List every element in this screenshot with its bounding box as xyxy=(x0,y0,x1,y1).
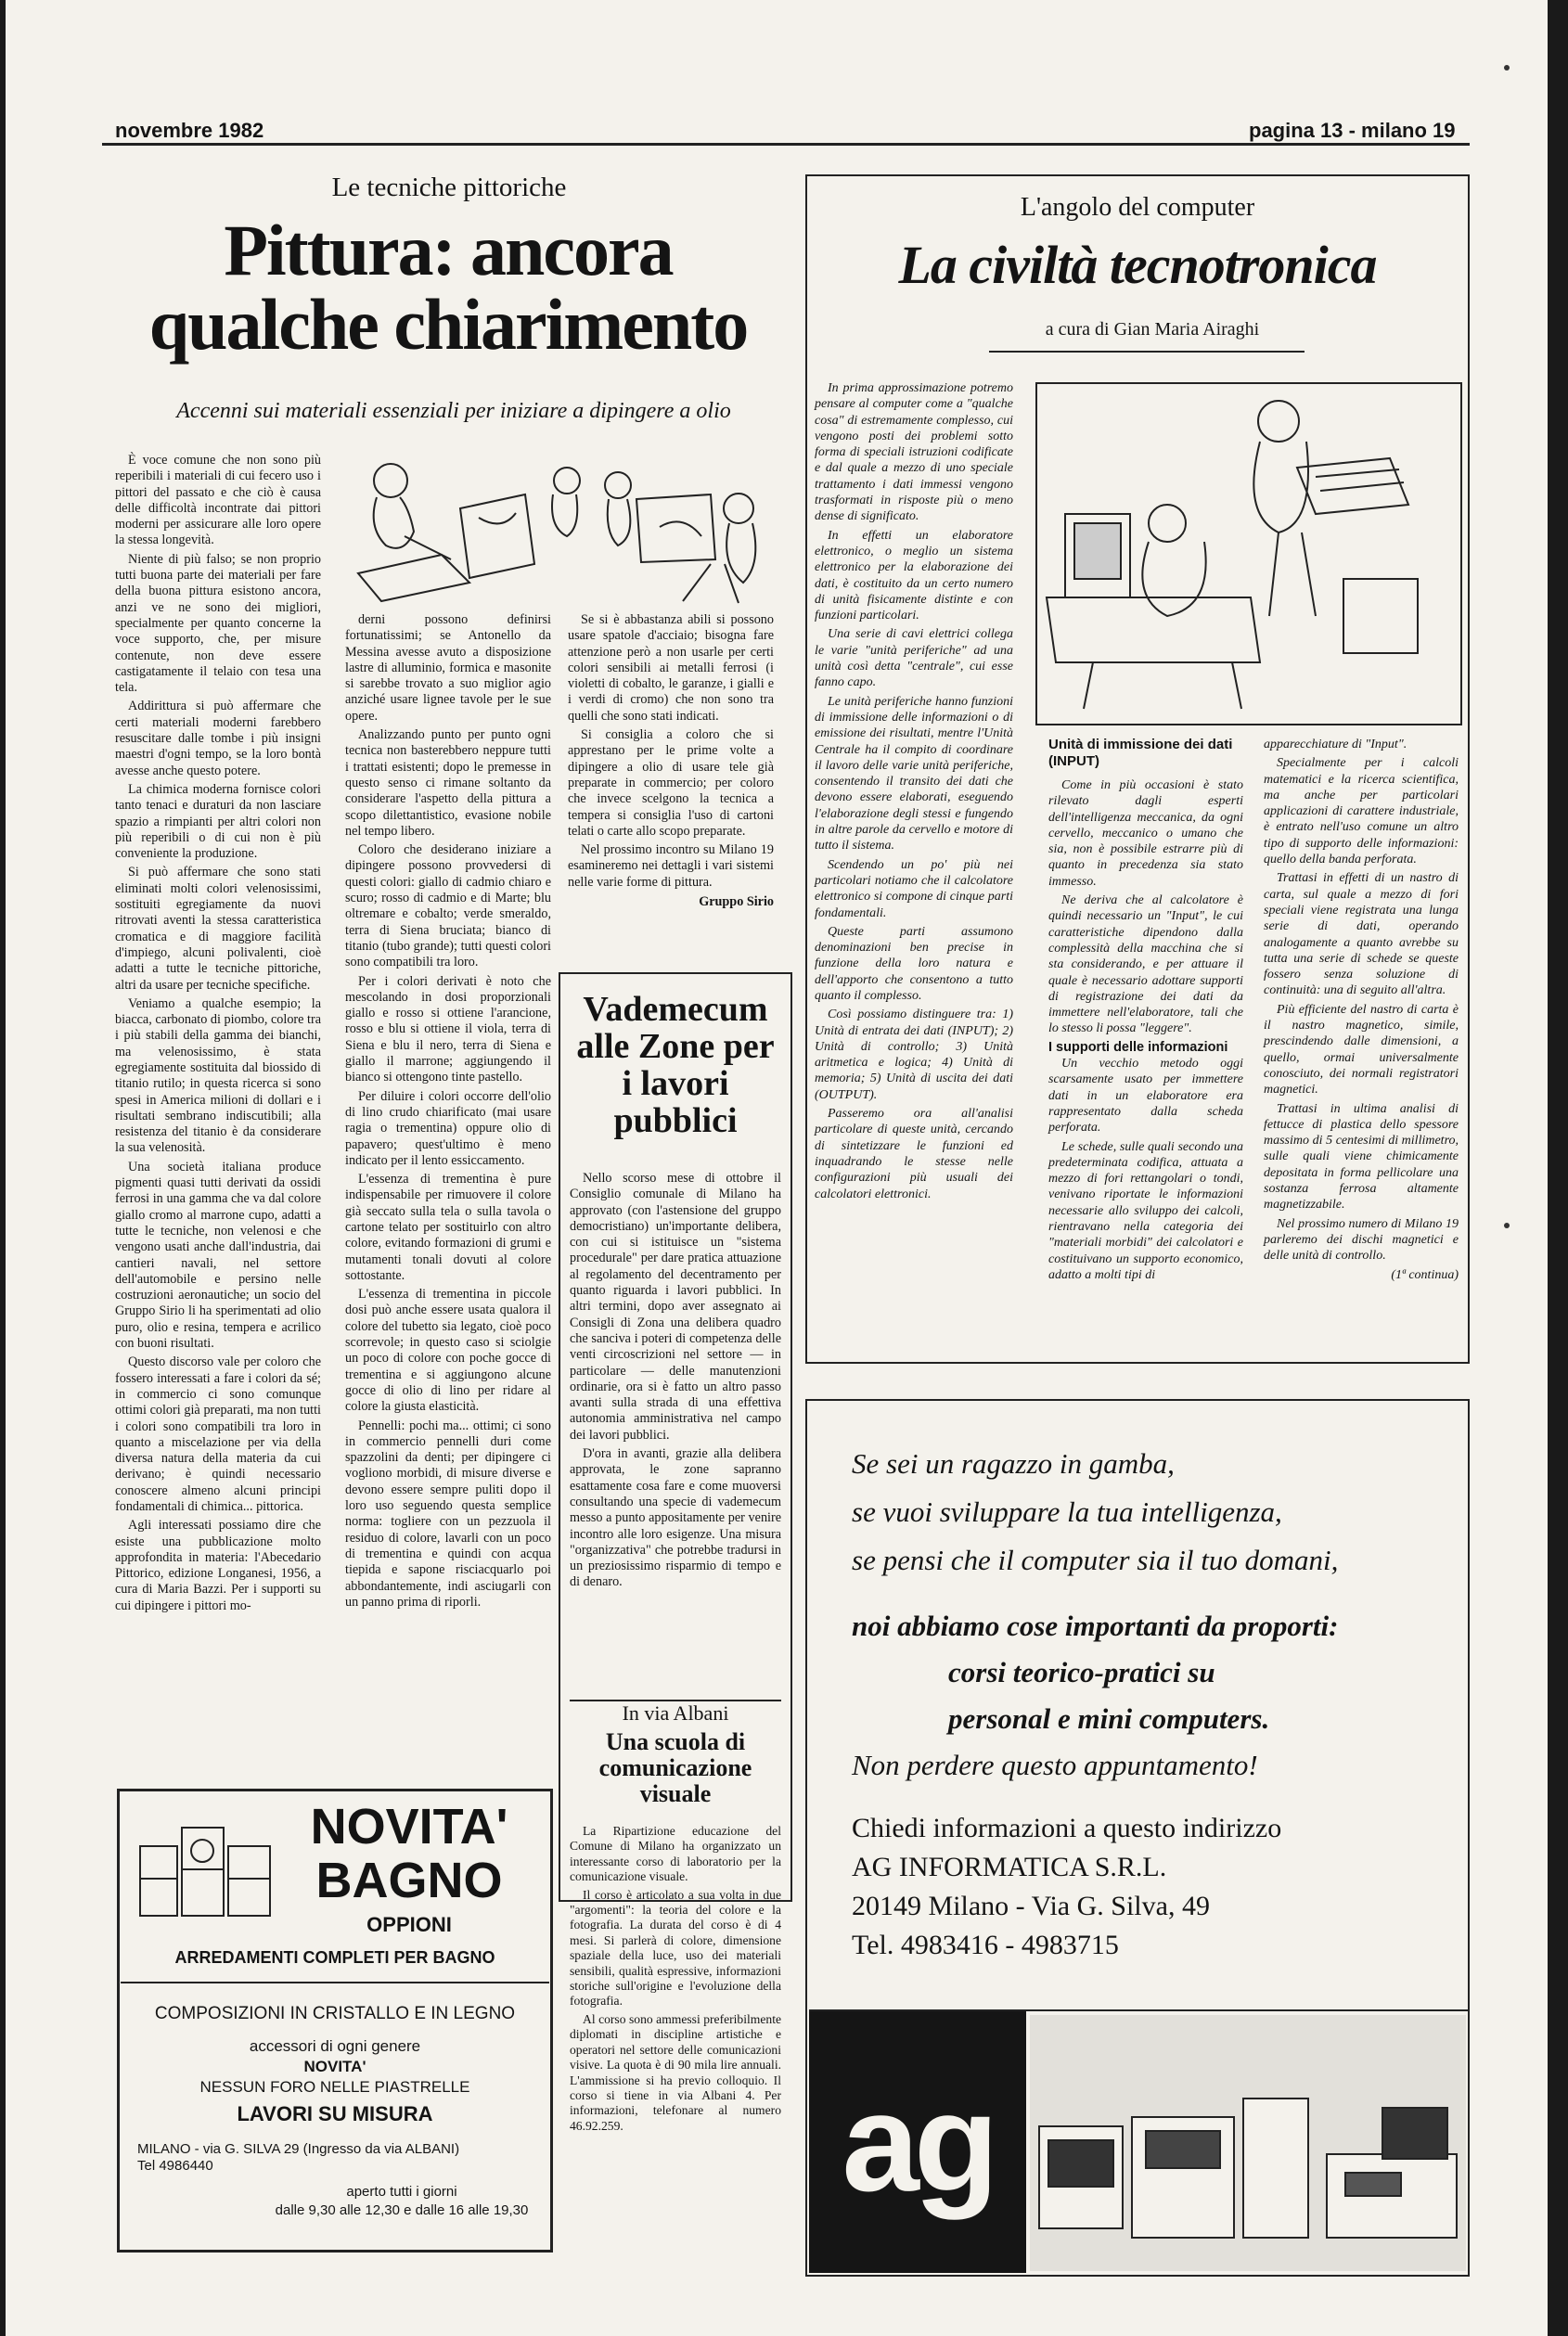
punch-hole xyxy=(1504,65,1510,71)
bathroom-ad-hours2: dalle 9,30 alle 12,30 e dalle 16 alle 19,30 xyxy=(275,2202,529,2218)
paragraph: Al corso sono ammessi preferibilmente diplomati in discipline artistiche e operatori nel settore delle comunicazioni visive. La quota è di 90 mila lire annuali. L'ammissione si ha previo colloquio. Il corso si tiene in via Albani 4. Per informazioni, telefonare al numero 46.92.259. xyxy=(570,2011,781,2133)
paragraph: Le schede, sulle quali secondo una predeterminata codifica, attuata a mezzo di fori rettangolari o tondi, venivano riportate le informazioni necessarie allo sviluppo dei calcoli, rientravano nella categoria dei "materiali morbidi" dei calcolatori e costituivano un supporto economico, adatto a molti tipi di xyxy=(1048,1139,1243,1282)
ag-ad-computer-photo xyxy=(1030,2015,1466,2271)
paragraph: Le unità periferiche hanno funzioni di immissione delle informazioni o di emissione dei risultati, mentre l'Unità Centrale ha il compito di coordinare il lavoro delle varie unità periferiche, consentendo il transito dei dati che devono essere elaborati, eseguendo l'elaborazione degli stessi e fungendo in altre parole da cervello e motore di tutto il sistema. xyxy=(815,694,1013,854)
paragraph: Pennelli: pochi ma... ottimi; ci sono in commercio pennelli duri come spazzolini da denti; per dipingere ci vogliono morbidi, di misure diverse e devono essere sempre puliti dopo il loro uso seguendo questa semplice norma: togliere con un pezzuola il residuo di colore, lavarli con un poco di trementina e quindi con acqua tiepida e sapone risciacquarlo poi abbondantemente, indi asciugarli con un panno prima di riporli. xyxy=(345,1418,551,1610)
painting-title-line1: Pittura: ancora xyxy=(224,210,673,290)
painting-title xyxy=(109,210,787,365)
paragraph: Un vecchio metodo oggi scarsamente usato per immettere dati in un elaboratore era rappresentato dalla scheda perforata. xyxy=(1048,1057,1243,1136)
ag-ad-contact-line1: Chiedi informazioni a questo indirizzo xyxy=(852,1813,1282,1843)
paragraph: Si può affermare che sono stati eliminati molti colori velenosissimi, sostituiti egregiamente da nuovi ritrovati aventi la stessa caratteristica cromatica e di maggiore facilità d'impiego, alcuni polivalenti, cioè adatti a tutte le tecniche pittoriche, altri da usare per tecniche specifiche. xyxy=(115,865,321,993)
vademecum-body xyxy=(570,1171,781,1594)
albani-body xyxy=(570,1824,781,2137)
ag-ad-line5: corsi teorico-pratici su xyxy=(948,1656,1215,1688)
ag-ad-line6: personal e mini computers. xyxy=(948,1702,1270,1735)
computer-kicker: L'angolo del computer xyxy=(1020,193,1255,222)
ag-ad-offer xyxy=(852,1603,1455,1789)
bathroom-ad-line3: accessori di ogni genere xyxy=(249,2037,421,2055)
ag-logo: ag xyxy=(809,2011,1026,2273)
bathroom-ad-title-2: BAGNO xyxy=(315,1853,503,1908)
albani-kicker: In via Albani xyxy=(622,1701,729,1725)
bathroom-ad-divider xyxy=(121,1982,549,1983)
bathroom-ad-line1: ARREDAMENTI COMPLETI PER BAGNO xyxy=(174,1948,495,1967)
paragraph: Specialmente per i calcoli matematici e la ricerca scientifica, ma anche per particolari applicazioni di carattere industriale, è entrato nell'uso comune un altro tipo di supporto delle informazioni: quello della banda perforata. xyxy=(1264,756,1459,867)
bathroom-ad-hours1: aperto tutti i giorni xyxy=(346,2184,457,2200)
painting-column-1 xyxy=(115,453,321,1617)
paragraph: Per diluire i colori occorre dell'olio di lino crudo chiarificato (mai usare ragia o trementina) oppure olio di papavero; quest'ultimo è meno indicato per il lento essiccamento. xyxy=(345,1088,551,1168)
paragraph: Si consiglia a coloro che si apprestano per le prime volte a dipingere a olio di usare tele già preparate in commercio; per coloro che invece scelgono la tecnica a tempera si consiglia l'uso di cartoni telati o carte allo scopo preparate. xyxy=(568,727,774,839)
ag-ad-line3: se pensi che il computer sia il tuo domani, xyxy=(852,1544,1339,1576)
painting-kicker: Le tecniche pittoriche xyxy=(331,173,567,202)
bathroom-ad-line2: COMPOSIZIONI IN CRISTALLO E IN LEGNO xyxy=(154,2004,516,2023)
bathroom-ad-title xyxy=(284,1800,534,1907)
computer-subhead-input: Unità di immissione dei dati (INPUT) xyxy=(1048,737,1233,769)
paragraph: Se si è abbastanza abili si possono usare spatole d'acciaio; bisogna fare attenzione però a non usarle per certi colori sensibili ai metalli ferrosi (i violetti di cobalto, le garanze, i gialli e i verdi di cromo) che non sono tra quelli che sono stati indicati. xyxy=(568,612,774,724)
painters-illustration xyxy=(340,443,766,610)
computer-byline: a cura di Gian Maria Airaghi xyxy=(1045,319,1260,340)
computer-right-column xyxy=(1264,737,1459,1283)
paragraph: Come in più occasioni è stato rilevato dagli esperti dell'intelligenza meccanica, da ogni cervello, meccanico o umano che sia, non è possibile estrarre più di quanto in precedenza sia stato immesso. xyxy=(1048,778,1243,889)
painting-title-line2: qualche chiarimento xyxy=(148,284,748,365)
header-page-number: pagina 13 - milano 19 xyxy=(1249,119,1456,142)
bathroom-furniture-drawing xyxy=(135,1818,275,1920)
paragraph: La chimica moderna fornisce colori tanto tenaci e duraturi da non lasciare spazio a rimpianti per altri colori non più reperibili o di cui non è più conveniente la produzione. xyxy=(115,781,321,862)
ag-ad-contact xyxy=(852,1809,1455,1965)
paragraph: Trattasi in ultima analisi di fettucce di plastica dello spessore massimo di 5 centesimi di millimetro, sulle quali viene chimicamente depositata in forma pellicolare una sostanza ferrosa altamente magnetizzabile. xyxy=(1264,1101,1459,1213)
paragraph: La Ripartizione educazione del Comune di Milano ha organizzato un interessante corso di laboratorio per la comunicazione visuale. xyxy=(570,1824,781,1884)
bathroom-ad-line4: NOVITA' xyxy=(303,2058,366,2075)
paragraph: D'ora in avanti, grazie alla delibera approvata, le zone sapranno esattamente cosa fare e come muoversi consultando una specie di vademecum messo a punto appositamente per venire incontro alle loro esigenze. Una misura "organizzativa" che potrebbe tradursi in un preziosissimo risparmio di tempo e di denaro. xyxy=(570,1446,781,1590)
albani-title: Una scuola di comunicazione visuale xyxy=(598,1728,752,1807)
ag-ad-pitch xyxy=(852,1440,1455,1585)
computer-subhead-supports: I supporti delle informazioni xyxy=(1048,1039,1228,1055)
computer-continued-note: (1ª continua) xyxy=(1391,1267,1459,1282)
computer-operators-illustration xyxy=(1035,382,1462,725)
paragraph: Nello scorso mese di ottobre il Consiglio comunale di Milano ha approvato (con l'astensione del gruppo democristiano) un'importante delibera, con cui si istituisce un "sistema procedurale" per dare pratica attuazione al regolamento del decentramento per quanto riguarda i lavori pubblici. In altri termini, dopo aver assegnato ai Consigli di Zona una delibera quadro che sanciva i poteri di competenza delle venti circoscrizioni nel settore — in particolare — delle manutenzioni ordinarie, ora si è fatto un altro passo avanti sulla strada di una effettiva autonomia amministrativa nel campo dei lavori pubblici. xyxy=(570,1171,781,1443)
paragraph: Per i colori derivati è noto che mescolando in dosi proporzionali giallo e rosso si ottiene l'arancione, rosso e blu si ottiene il viola, terra di Siena e blu il nero, terra di Siena e giallo il marrone; aggiungendo il bianco si ottengono tinte pastello. xyxy=(345,973,551,1085)
paragraph: Nel prossimo numero di Milano 19 parleremo dei dischi magnetici e delle unità di controllo. xyxy=(1264,1216,1459,1264)
painting-subtitle: Accenni sui materiali essenziali per iniziare a dipingere a olio xyxy=(176,399,731,423)
paragraph: Nel prossimo incontro su Milano 19 esamineremo nei dettagli i vari sistemi nelle varie forme di pittura. xyxy=(568,842,774,890)
bathroom-ad-line5: NESSUN FORO NELLE PIASTRELLE xyxy=(199,2078,470,2096)
paragraph: Più efficiente del nastro di carta è il nastro magnetico, simile, prescindendo dalle dimensioni, a quello, ormai universalmente conosciuto, dei normali registratori magnetici. xyxy=(1264,1002,1459,1097)
paragraph: Una società italiana produce pigmenti quasi tutti derivati da ossidi ferrosi in una gamma che va dal colore giallo cromo al marrone cupo, adatti a tutte le tecniche, non velenosi e che vengono usati anche dall'industria, dai cantieri navali, nel settore dell'automobile e persino nelle costruzioni aeronautiche; un socio del Gruppo Sirio li ha sperimentati ad olio puro, olio e resina, tempera e acrilico con buoni risultati. xyxy=(115,1159,321,1352)
bathroom-ad-phone: Tel 4986440 xyxy=(137,2158,213,2174)
ag-ad-address: 20149 Milano - Via G. Silva, 49 xyxy=(852,1891,1210,1921)
paragraph: Una serie di cavi elettrici collega le varie "unità periferiche" ad una unità così detta "centrale", cui esse fanno capo. xyxy=(815,627,1013,690)
paragraph: Niente di più falso; se non proprio tutti buona parte dei materiali per fare della buona pittura esistono ancora, anzi ve ne sono dei migliori, specialmente per quanto concerne la voce supporto, che, per misure contenute, non deve essere castigatamente il telaio con tesa una tela. xyxy=(115,551,321,696)
paragraph: Questo discorso vale per coloro che fossero interessati a fare i colori da sé; in commercio ci sono comunque ottimi colori già preparati, ma non tutti i colori sono compatibili tra loro in quanto a miscelazione per via della diversa natura della materia da cui derivano; è quindi necessario conoscere almeno alcuni principi fondamentali di chimica... pittorica. xyxy=(115,1354,321,1514)
paragraph: Passeremo ora all'analisi particolare di queste unità, cercando di sintetizzare le funzioni ed inquadrando le stesse nelle configurazioni più usuali dei calcolatori elettronici. xyxy=(815,1107,1013,1201)
paragraph: Scendendo un po' più nei particolari notiamo che il calcolatore elettronico si compone di cinque parti fondamentali. xyxy=(815,857,1013,920)
painting-column-3 xyxy=(568,612,774,910)
header-date: novembre 1982 xyxy=(115,119,264,142)
computer-middle-column xyxy=(1048,777,1243,1286)
bathroom-ad-address: MILANO - via G. SILVA 29 (Ingresso da via ALBANI) xyxy=(137,2141,460,2157)
paragraph: Ne deriva che al calcolatore è quindi necessario un "Input", le cui caratteristiche dipendono dalla complessità della macchina che si sta considerando, e per attuare il quale è necessario adottare supporti di registrazione dei dati da immettere nell'elaboratore, tali che lo stesso li possa "leggere". xyxy=(1048,893,1243,1036)
paragraph: Coloro che desiderano iniziare a dipingere possono provvedersi di questi colori: giallo di cadmio chiaro e scuro; rosso di cadmio e di Marte; blu oltremare e cobalto; verde smeraldo, terra di Siena bruciata; bianco di titanio (tubo grande); tutti questi colori sono compatibili tra loro. xyxy=(345,842,551,970)
paragraph: In prima approssimazione potremo pensare al computer come a "qualche cosa" di estremamente complesso, cui vengono posti dei problemi sotto forma di speciali istruzioni codificate e dal quale a mezzo di uno speciale trattamento i dati immessi vengono trasformati in risposte più o meno dense di significato. xyxy=(815,381,1013,524)
ag-ad-company: AG INFORMATICA S.R.L. xyxy=(852,1852,1167,1882)
paragraph: Addirittura si può affermare che certi materiali moderni farebbero resuscitare dalle tombe i più insigni maestri d'ogni tempo, se la loro bontà avesse anche questo potere. xyxy=(115,699,321,778)
paragraph: Il corso è articolato a sua volta in due "argomenti": la teoria del colore e la fotografia. La durata del corso è di 4 mesi. Si parlerà di colore, dimensione spaziale della luce, uso dei materiali sensibili, qualità espressive, informazioni storiche sull'origine e l'evoluzione della fotografia. xyxy=(570,1887,781,2009)
computer-byline-rule xyxy=(989,351,1305,353)
painting-column-2 xyxy=(345,612,551,1613)
paragraph: apparecchiature di "Input". xyxy=(1264,738,1407,751)
bathroom-ad-brand: OPPIONI xyxy=(366,1913,452,1936)
paragraph: L'essenza di trementina in piccole dosi può anche essere usata qualora il colore del tubetto sia legato, cioè poco scorrevole; in questo caso si sciolgie un poco di colore con poche gocce di trementina e si aggiungono alcune gocce di olio di lino per ridare al colore la giusta elasticità. xyxy=(345,1287,551,1415)
paragraph: Agli interessati possiamo dire che esiste una pubblicazione molto approfondita in materia: l'Abecedario Pittorico, edizione Longanesi, 1956, a cura di Maria Bazzi. Per i supporti su cui dipingere i pittori mo- xyxy=(115,1518,321,1613)
ag-ad-line2: se vuoi sviluppare la tua intelligenza, xyxy=(852,1495,1282,1528)
paragraph: È voce comune che non sono più reperibili i materiali di cui fecero uso i pittori del passato e che ciò è causa delle difficoltà incontrate dai pittori moderni per assicurare alle loro opere la stessa longevità. xyxy=(115,453,321,548)
paragraph: Analizzando punto per punto ogni tecnica non basterebbero neppure tutti i trattati esistenti; dopo le premesse in questo senso ci rimane soltanto da considerare l'aspetto della pittura a scopo dilettantistico, evasione nobile nel tempo libero. xyxy=(345,727,551,839)
paragraph: In effetti un elaboratore elettronico, o meglio un sistema elettronico per la elaborazione dei dati, è costituito da un certo numero di unità fisicamente distinte e con funzioni particolari. xyxy=(815,528,1013,623)
punch-hole xyxy=(1504,1223,1510,1228)
computer-intro xyxy=(815,380,1013,1205)
paragraph: L'essenza di trementina è pure indispensabile per rimuovere il colore già seccato sulla tela o sulla tavola o cartone telato per sostituirlo con altro colore, evitando formazioni di grumi e mutamenti tonali dovuti al colore sottostante. xyxy=(345,1172,551,1283)
ag-ad-line4: noi abbiamo cose importanti da proporti: xyxy=(852,1610,1339,1642)
paragraph: derni possono definirsi fortunatissimi; se Antonello da Messina avesse avuto a disposizione lastre di alluminio, formica e masonite si sarebbe trovato a suo miglior agio anziché usare lignee tavole per le sue opere. xyxy=(345,612,551,724)
ag-ad-phone: Tel. 4983416 - 4983715 xyxy=(852,1930,1119,1960)
bathroom-ad-line6: LAVORI SU MISURA xyxy=(237,2102,433,2125)
bathroom-ad-title-1: NOVITA' xyxy=(310,1799,508,1855)
paragraph: Trattasi in effetti di un nastro di carta, sul quale a mezzo di fori speciali viene registrata una lunga serie di dati, operando analogamente a quanto avrebbe su tutta una serie di schede se queste fossero senza soluzione di continuità: una di seguito all'altra. xyxy=(1264,871,1459,998)
computer-title: La civiltà tecnotronica xyxy=(898,235,1377,295)
paragraph: Così possiamo distinguere tra: 1) Unità di entrata dei dati (INPUT); 2) Unità di controllo; 3) Unità aritmetica e logica; 4) Unità di memoria; 5) Unità di uscita dei dati (OUTPUT). xyxy=(815,1008,1013,1102)
ag-ad-line1: Se sei un ragazzo in gamba, xyxy=(852,1447,1175,1480)
newspaper-page xyxy=(6,0,1548,2336)
header-rule xyxy=(102,143,1470,146)
vademecum-title: Vademecum alle Zone per i lavori pubblici xyxy=(576,990,775,1140)
ag-ad-line7: Non perdere questo appuntamento! xyxy=(852,1749,1258,1781)
paragraph: Queste parti assumono denominazioni ben precise in funzione della loro natura e dell'apporto che consentono a tutto quanto il complesso. xyxy=(815,924,1013,1003)
paragraph: Veniamo a qualche esempio; la biacca, carbonato di piombo, colore tra i più stabili della gamma dei bianchi, ma velenosissimo, è stata egregiamente sostituita dal biossido di titanio rutilo; in questa ricerca si sono spesi in America milioni di dollari e i risultati sembrano indiscutibili; alla resistenza del titanio è da considerare la sua velenosità. xyxy=(115,995,321,1156)
painting-signature: Gruppo Sirio xyxy=(699,894,774,910)
